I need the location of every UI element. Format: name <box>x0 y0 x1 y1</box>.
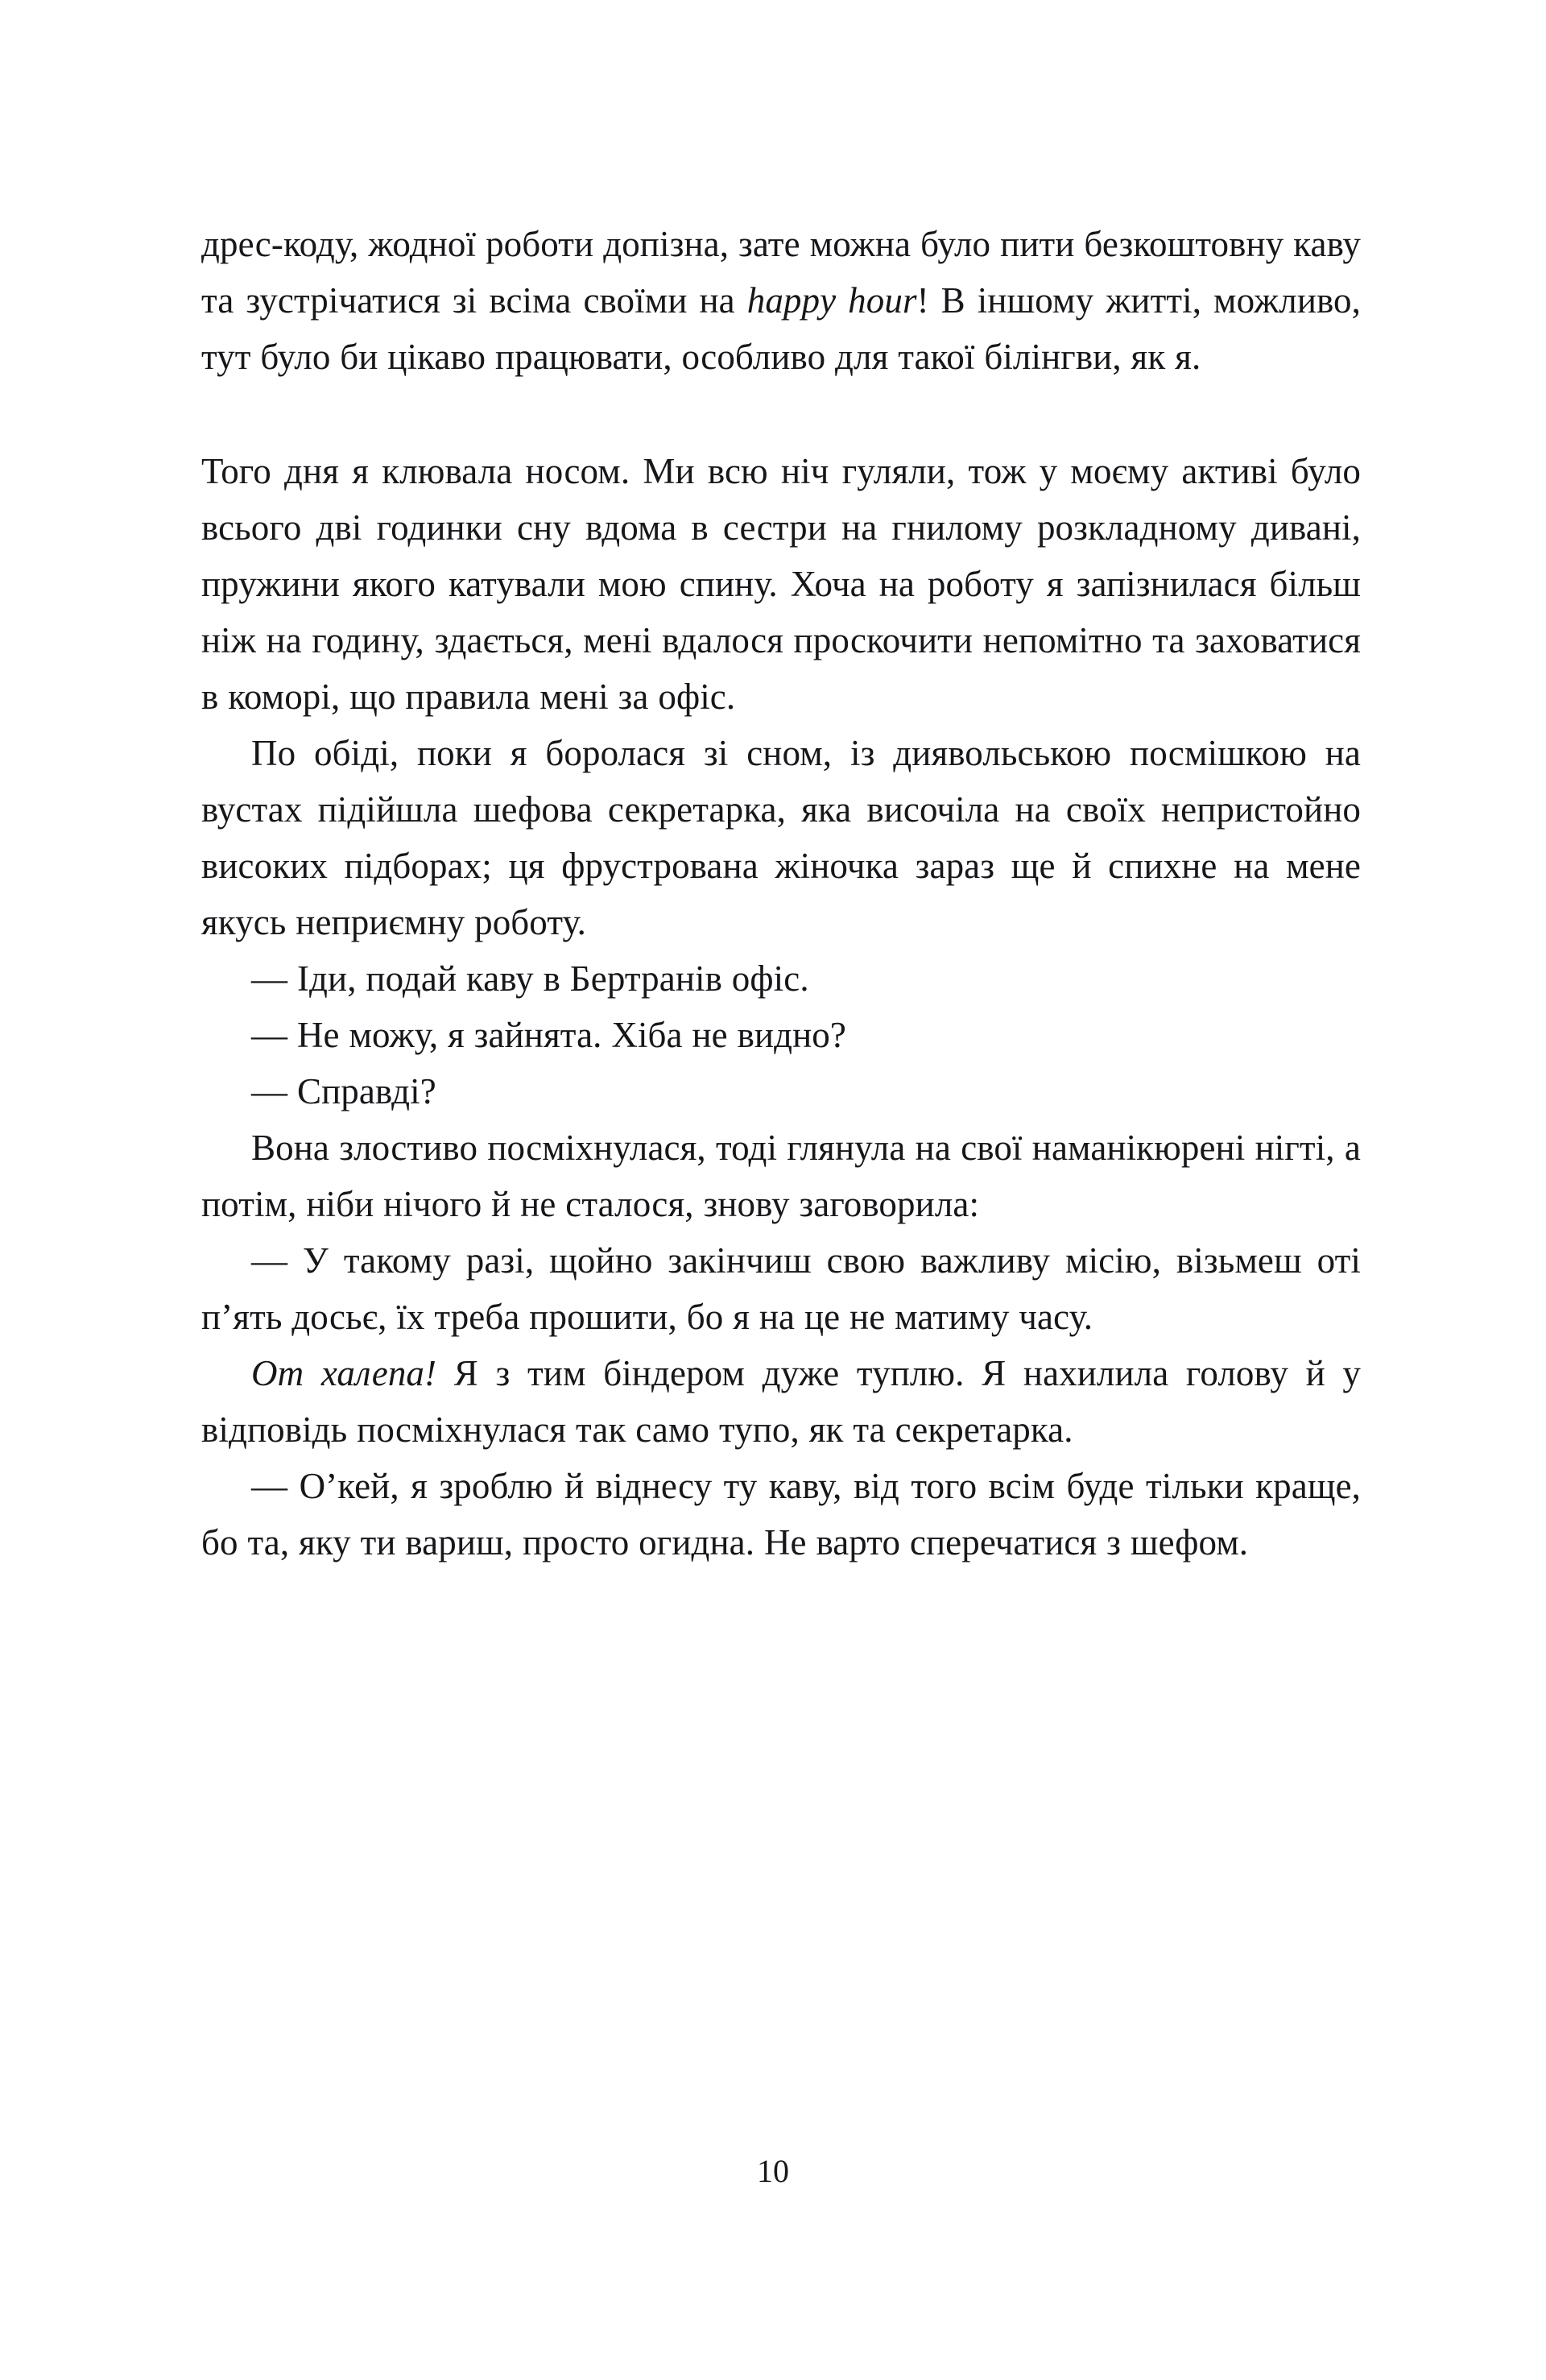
page-number: 10 <box>757 2153 789 2189</box>
dialogue-line: — О’кей, я зроблю й віднесу ту каву, від того всім буде тільки краще, бо та, яку ти вариш, просто огидна. Не варто сперечатися з шефом. <box>201 1466 1361 1563</box>
paragraph-body: По обіді, поки я боролася зі сном, із диявольською посмішкою на вустах підійшла шефова секретарка, яка височіла на своїх непристойно високих підборах; ця фрустрована жіночка зараз ще й спихне на мене якусь неприємну роботу. <box>201 733 1361 942</box>
italic-lead-phrase: От халепа! <box>251 1353 437 1393</box>
dialogue-line: — Справді? <box>251 1071 436 1111</box>
italic-phrase: happy hour <box>746 280 917 321</box>
paragraph-text-tail: ! В іншому житті, можливо, тут було би цікаво працювати, особливо для такої білінгви, як я. <box>201 280 1361 377</box>
text-column <box>201 216 1361 1571</box>
paragraph-continuation <box>201 216 1361 385</box>
paragraph-body <box>201 1345 1361 1458</box>
paragraph-spacer <box>201 385 1361 443</box>
paragraph-body: Того дня я клювала носом. Ми всю ніч гуляли, тож у моєму активі було всього дві годинки сну вдома в сестри на гнилому розкладному дивані, пружини якого катували мою спину. Хоча на роботу я запізнилася більш ніж на годину, здається, мені вдалося проскочити непомітно та заховатися в коморі, що правила мені за офіс. <box>201 451 1361 717</box>
dialogue-line: — У такому разі, щойно закінчиш свою важливу місію, візьмеш оті п’ять досьє, їх треба прошити, бо я на це не матиму часу. <box>201 1240 1361 1337</box>
paragraph-text: Я з тим біндером дуже туплю. Я нахилила голову й у відповідь посміхнулася так само тупо, як та секретарка. <box>201 1353 1361 1450</box>
paragraph-body: Вона злостиво посміхнулася, тоді глянула на свої наманікюрені нігті, а потім, ніби нічого й не сталося, знову заговорила: <box>201 1128 1361 1224</box>
dialogue-line: — Не можу, я зайнята. Хіба не видно? <box>251 1015 846 1055</box>
dialogue-line: — Іди, подай каву в Бертранів офіс. <box>251 958 809 999</box>
paragraph-text: дрес-коду, жодної роботи допізна, зате можна було пити безкоштовну каву та зустрічатися зі всіма своїми на <box>201 224 1361 321</box>
